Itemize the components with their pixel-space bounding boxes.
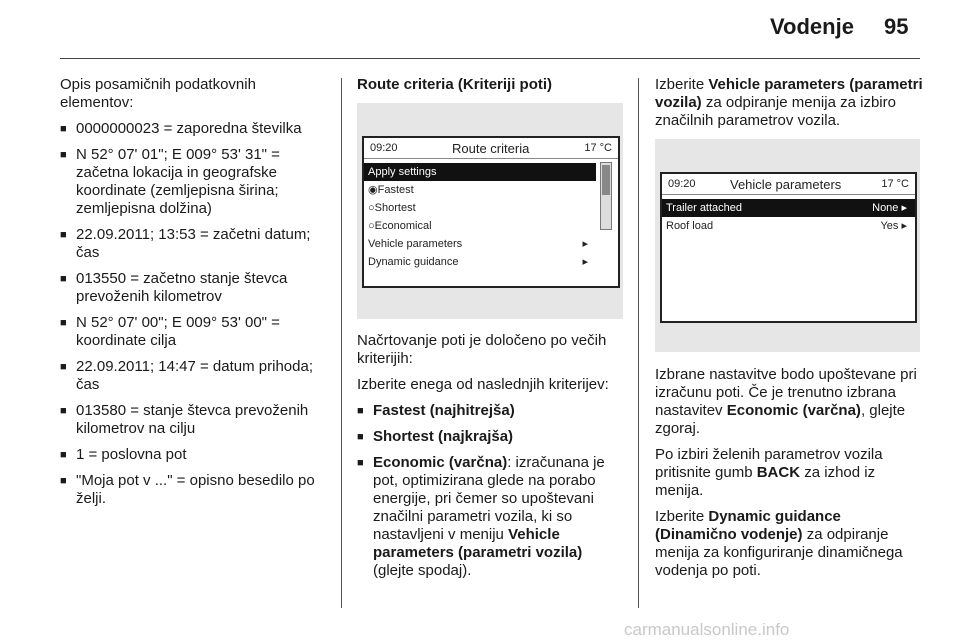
vehicle-parameters-screenshot	[655, 139, 920, 352]
scrollbar[interactable]	[600, 162, 612, 230]
route-criteria-screen	[362, 136, 620, 288]
list-item: ■ 013550 = začetno stanje števca prevoženih kilometrov	[60, 270, 288, 305]
column-divider-2	[638, 78, 639, 608]
temperature: 17 °C	[881, 178, 909, 190]
bullet-icon: ■	[60, 361, 67, 373]
paragraph: Izberite Dynamic guidance (Dinamično vodenje) za odpiranje menija za konfiguriranje dinamičnega vodenja po poti.	[655, 508, 903, 579]
intro-text: Opis posamičnih podatkovnih elementov:	[60, 76, 256, 111]
list-item: ■ 1 = poslovna pot	[60, 446, 187, 463]
page-title: Vodenje	[770, 14, 854, 39]
left-column	[60, 76, 330, 516]
screen-status-bar	[364, 138, 618, 159]
paragraph: Izberite enega od naslednjih kriterijev:	[357, 376, 609, 393]
screen-title: Vehicle parameters	[730, 177, 842, 192]
criteria-list	[357, 402, 627, 580]
temperature: 17 °C	[584, 142, 612, 154]
clock: 09:20	[668, 178, 696, 190]
menu-item-shortest[interactable]: ○Shortest	[368, 202, 416, 214]
list-item: ■ Economic (varčna): izračunana je pot, optimizirana glede na porabo energije, pri čemer so upoštevani značilni parametri vozila, ki so nastavljeni v meniju Vehicle parameters (parametri vozila) (glejte spodaj).	[357, 454, 605, 579]
bullet-icon: ■	[60, 273, 67, 285]
bullet-icon: ■	[60, 317, 67, 329]
list-item: ■ "Moja pot v ..." = opisno besedilo po želji.	[60, 472, 315, 507]
menu-item-dynamic-guidance[interactable]: Dynamic guidance ▸	[364, 253, 596, 271]
bullet-icon: ■	[60, 449, 67, 461]
menu-item-roof-load[interactable]: Roof load Yes ▸	[662, 217, 915, 235]
screen-title: Route criteria	[452, 141, 530, 156]
right-column	[655, 76, 923, 138]
vehicle-parameters-screen	[660, 172, 917, 323]
paragraph: Načrtovanje poti je določeno po večih kriterijih:	[357, 332, 607, 367]
bullet-icon: ■	[60, 229, 67, 241]
bullet-icon: ■	[357, 431, 364, 443]
list-item: ■ Fastest (najhitrejša)	[357, 402, 515, 419]
row-value: Yes ▸	[880, 220, 907, 232]
radio-selected-icon: ◉	[368, 184, 378, 196]
middle-column	[357, 76, 625, 102]
bullet-icon: ■	[357, 405, 364, 417]
clock: 09:20	[370, 142, 398, 154]
chevron-right-icon: ▸	[582, 238, 588, 250]
row-value: None ▸	[872, 202, 907, 214]
list-item: ■ 22.09.2011; 13:53 = začetni datum; čas	[60, 226, 311, 261]
radio-icon: ○	[368, 220, 375, 232]
chevron-right-icon: ▸	[582, 256, 588, 268]
middle-column-body	[357, 332, 627, 588]
list-item: ■ Shortest (najkrajša)	[357, 428, 514, 445]
bullet-icon: ■	[60, 149, 67, 161]
list-item: ■ 013580 = stanje števca prevoženih kilometrov na cilju	[60, 402, 309, 437]
menu-item-vehicle-parameters[interactable]: Vehicle parameters ▸	[364, 235, 596, 253]
section-heading: Route criteria (Kriteriji poti)	[357, 76, 553, 93]
column-divider-1	[341, 78, 342, 608]
bullet-icon: ■	[357, 457, 364, 469]
page-number: 95	[884, 14, 909, 39]
menu-item-trailer-attached[interactable]: Trailer attached None ▸	[662, 199, 915, 217]
bullet-icon: ■	[60, 405, 67, 417]
paragraph: Po izbiri želenih parametrov vozila pritisnite gumb BACK za izhod iz menija.	[655, 446, 883, 499]
route-criteria-screenshot	[357, 103, 623, 319]
list-item: ■ N 52° 07' 00"; E 009° 53' 00" = koordinate cilja	[60, 314, 280, 349]
right-column-body	[655, 366, 925, 588]
screen-status-bar	[662, 174, 915, 195]
list-item: ■ 0000000023 = zaporedna številka	[60, 120, 302, 137]
scrollbar-thumb[interactable]	[602, 165, 610, 195]
watermark: carmanualsonline.info	[624, 620, 790, 639]
bullet-icon: ■	[60, 123, 67, 135]
list-item: ■ 22.09.2011; 14:47 = datum prihoda; čas	[60, 358, 313, 393]
list-item: ■ N 52° 07' 01"; E 009° 53' 31" = začetna lokacija in geografske koordinate (zemljepisna širina; zemljepisna dolžina)	[60, 146, 280, 217]
element-list	[60, 120, 330, 508]
paragraph: Izberite Vehicle parameters (parametri vozila) za odpiranje menija za izbiro značilnih parametrov vozila.	[655, 76, 923, 129]
radio-icon: ○	[368, 202, 375, 214]
menu-item-fastest[interactable]: ◉Fastest	[368, 184, 414, 196]
menu-item-apply-settings[interactable]: Apply settings	[364, 163, 596, 181]
bullet-icon: ■	[60, 475, 67, 487]
header-rule	[60, 58, 920, 59]
paragraph: Izbrane nastavitve bodo upoštevane pri izračunu poti. Če je trenutno izbrana nastavitev Economic (varčna), glejte zgoraj.	[655, 366, 917, 437]
menu-item-economical[interactable]: ○Economical	[368, 220, 432, 232]
